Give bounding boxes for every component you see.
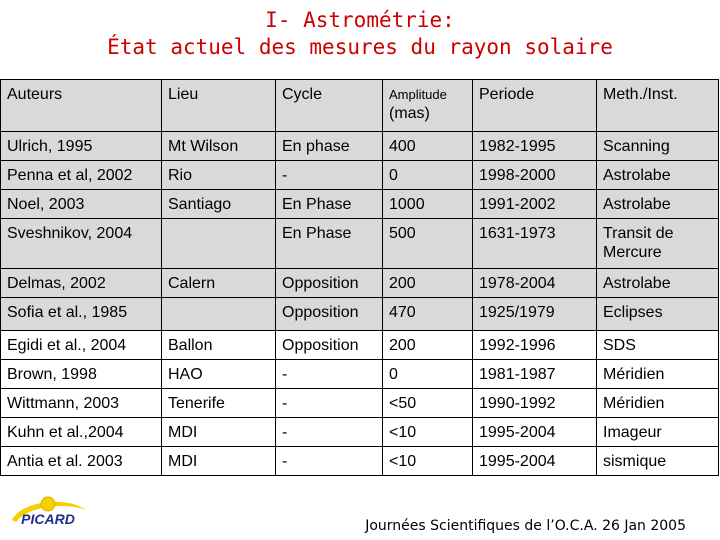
cell-cycle: En Phase — [276, 219, 383, 269]
cell-periode: 1995-2004 — [473, 418, 597, 447]
cell-cycle: Opposition — [276, 269, 383, 298]
cell-lieu: Rio — [162, 161, 276, 190]
cell-periode: 1978-2004 — [473, 269, 597, 298]
cell-meth: Scanning — [597, 132, 719, 161]
cell-lieu: Mt Wilson — [162, 132, 276, 161]
cell-auteurs: Noel, 2003 — [1, 190, 162, 219]
cell-amplitude: 200 — [383, 331, 473, 360]
cell-meth: Astrolabe — [597, 161, 719, 190]
cell-periode: 1925/1979 — [473, 298, 597, 331]
cell-cycle: - — [276, 418, 383, 447]
header-meth: Meth./Inst. — [597, 80, 719, 132]
cell-lieu: Ballon — [162, 331, 276, 360]
cell-meth: Méridien — [597, 389, 719, 418]
slide-subtitle: État actuel des mesures du rayon solaire — [107, 35, 613, 59]
cell-lieu: Calern — [162, 269, 276, 298]
cell-auteurs: Sveshnikov, 2004 — [1, 219, 162, 269]
cell-cycle: Opposition — [276, 331, 383, 360]
table-row — [1, 161, 719, 190]
cell-meth: sismique — [597, 447, 719, 476]
header-lieu: Lieu — [162, 80, 276, 132]
cell-amplitude: 0 — [383, 161, 473, 190]
cell-amplitude: 0 — [383, 360, 473, 389]
logo-text: PICARD — [21, 511, 75, 527]
cell-cycle: - — [276, 447, 383, 476]
table-row — [1, 269, 719, 298]
cell-meth: Eclipses — [597, 298, 719, 331]
cell-meth: Imageur — [597, 418, 719, 447]
cell-periode: 1982-1995 — [473, 132, 597, 161]
cell-lieu: MDI — [162, 418, 276, 447]
cell-meth: Transit de Mercure — [597, 219, 719, 269]
cell-cycle: - — [276, 360, 383, 389]
table-header-row — [1, 80, 719, 132]
cell-auteurs: Delmas, 2002 — [1, 269, 162, 298]
footer-text: Journées Scientifiques de l’O.C.A. 26 Jan 2005 — [365, 518, 686, 534]
cell-lieu — [162, 219, 276, 269]
cell-periode: 1631-1973 — [473, 219, 597, 269]
table-row — [1, 389, 719, 418]
cell-lieu: MDI — [162, 447, 276, 476]
cell-periode: 1998-2000 — [473, 161, 597, 190]
cell-amplitude: <10 — [383, 418, 473, 447]
table-row — [1, 219, 719, 269]
slide-title: I- Astrométrie: — [265, 8, 455, 32]
cell-amplitude: 500 — [383, 219, 473, 269]
header-auteurs: Auteurs — [1, 80, 162, 132]
cell-meth: SDS — [597, 331, 719, 360]
cell-auteurs: Penna et al, 2002 — [1, 161, 162, 190]
table-row — [1, 360, 719, 389]
table-row — [1, 331, 719, 360]
cell-auteurs: Antia et al. 2003 — [1, 447, 162, 476]
cell-amplitude: 400 — [383, 132, 473, 161]
cell-cycle: Opposition — [276, 298, 383, 331]
cell-auteurs: Wittmann, 2003 — [1, 389, 162, 418]
cell-auteurs: Brown, 1998 — [1, 360, 162, 389]
table-row — [1, 190, 719, 219]
cell-periode: 1990-1992 — [473, 389, 597, 418]
cell-lieu: HAO — [162, 360, 276, 389]
cell-auteurs: Egidi et al., 2004 — [1, 331, 162, 360]
cell-meth: Astrolabe — [597, 190, 719, 219]
cell-amplitude: 200 — [383, 269, 473, 298]
cell-amplitude: 1000 — [383, 190, 473, 219]
logo-sun-icon — [41, 497, 55, 511]
table-row — [1, 418, 719, 447]
cell-meth: Méridien — [597, 360, 719, 389]
cell-cycle: - — [276, 389, 383, 418]
cell-cycle: - — [276, 161, 383, 190]
table-row — [1, 447, 719, 476]
cell-cycle: En Phase — [276, 190, 383, 219]
cell-lieu: Santiago — [162, 190, 276, 219]
cell-cycle: En phase — [276, 132, 383, 161]
cell-auteurs: Kuhn et al.,2004 — [1, 418, 162, 447]
cell-meth: Astrolabe — [597, 269, 719, 298]
cell-periode: 1992-1996 — [473, 331, 597, 360]
measurements-table — [0, 79, 719, 476]
cell-amplitude: <10 — [383, 447, 473, 476]
table-row — [1, 132, 719, 161]
header-amplitude-label: Amplitude — [389, 87, 447, 102]
picard-logo — [6, 494, 90, 534]
cell-amplitude: 470 — [383, 298, 473, 331]
table-row — [1, 298, 719, 331]
header-cycle: Cycle — [276, 80, 383, 132]
cell-periode: 1991-2002 — [473, 190, 597, 219]
cell-amplitude: <50 — [383, 389, 473, 418]
cell-lieu — [162, 298, 276, 331]
cell-auteurs: Sofia et al., 1985 — [1, 298, 162, 331]
header-amplitude — [383, 80, 473, 132]
cell-auteurs: Ulrich, 1995 — [1, 132, 162, 161]
cell-periode: 1995-2004 — [473, 447, 597, 476]
header-amplitude-unit: (mas) — [389, 105, 430, 122]
cell-periode: 1981-1987 — [473, 360, 597, 389]
cell-lieu: Tenerife — [162, 389, 276, 418]
header-periode: Periode — [473, 80, 597, 132]
